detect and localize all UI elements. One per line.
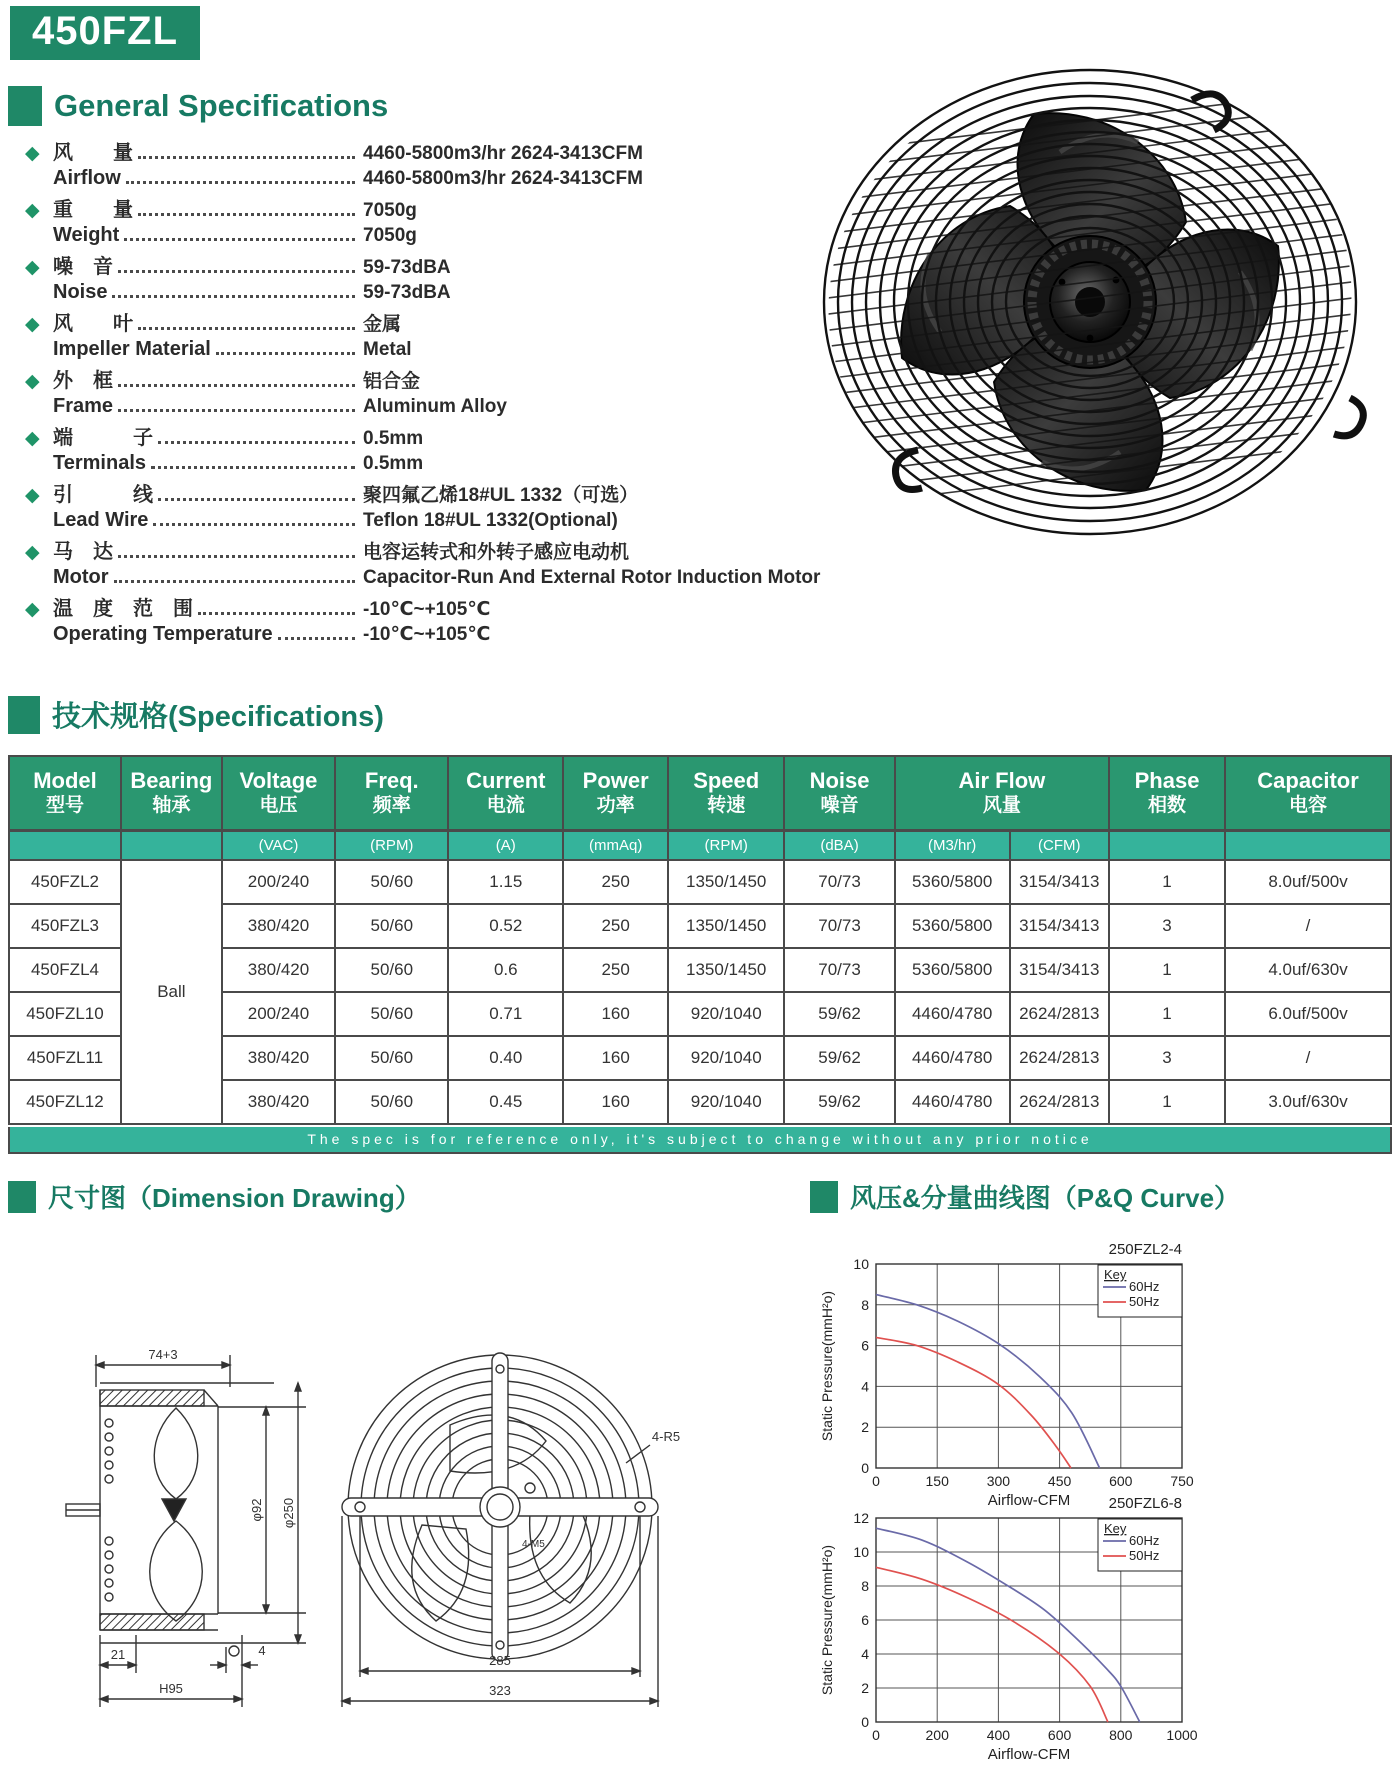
y-axis-label: Static Pressure(mmH²o): [819, 1544, 835, 1696]
cell-value: 59/62: [784, 992, 895, 1036]
cell-value: 3154/3413: [1010, 948, 1110, 992]
pq-chart-250fzl6-8: [818, 1492, 1198, 1769]
spec-row-cn: [25, 539, 775, 564]
table-row: [9, 860, 1391, 904]
cell-model: 450FZL11: [9, 1036, 121, 1080]
cell-value: 3: [1109, 904, 1225, 948]
dotted-leader: [158, 441, 355, 444]
curve-50Hz: [876, 1567, 1108, 1722]
hook-handle: [1334, 398, 1363, 436]
cell-value: 0.40: [448, 1036, 563, 1080]
unit-cell: (RPM): [335, 831, 448, 861]
cell-value: 1: [1109, 992, 1225, 1036]
cell-value: 0.6: [448, 948, 563, 992]
x-tick-label: 750: [1170, 1473, 1194, 1489]
dotted-leader: [153, 523, 355, 526]
spec-row-en: [25, 279, 775, 304]
y-tick-label: 6: [861, 1337, 869, 1354]
cell-value: 250: [563, 860, 668, 904]
y-tick-label: 0: [861, 1714, 869, 1730]
spec-label-cn: 温 度 范 围: [53, 598, 193, 620]
chart-title: 250FZL2-4: [1108, 1241, 1182, 1258]
note-corner-radius: 4-R5: [651, 1429, 681, 1444]
cell-model: 450FZL4: [9, 948, 121, 992]
spec-item: [25, 140, 775, 190]
cell-value: 0.52: [448, 904, 563, 948]
x-tick-label: 0: [872, 1727, 880, 1743]
dim-bar-span: 285: [489, 1653, 511, 1668]
spec-row-cn: [25, 311, 775, 336]
hook-handle: [895, 450, 922, 490]
cell-value: 160: [563, 1036, 668, 1080]
spec-value-en: -10℃~+105℃: [363, 624, 491, 645]
dotted-leader: [112, 295, 355, 298]
dotted-leader: [151, 466, 355, 469]
x-tick-label: 300: [986, 1473, 1011, 1489]
spec-row-en: [25, 450, 775, 475]
x-tick-label: 1000: [1166, 1727, 1198, 1743]
legend-label-60Hz: 60Hz: [1129, 1279, 1160, 1294]
y-tick-label: 8: [861, 1578, 869, 1594]
chart-title: 250FZL6-8: [1108, 1495, 1182, 1512]
spec-item: [25, 482, 775, 532]
legend-title: Key: [1104, 1267, 1127, 1282]
col-current: Current 电流: [448, 756, 563, 831]
pq-curve-heading-text: 风压&分量曲线图（P&Q Curve）: [850, 1183, 1241, 1213]
dim-foot-a: 21: [110, 1647, 126, 1662]
spec-value-cn: 铝合金: [363, 371, 421, 392]
fan-product-photo: [790, 62, 1390, 540]
cell-value: 380/420: [222, 1036, 335, 1080]
cell-value: 4.0uf/630v: [1225, 948, 1391, 992]
cell-value: 5360/5800: [895, 860, 1010, 904]
x-tick-label: 0: [872, 1473, 880, 1489]
curve-60Hz: [876, 1295, 1100, 1468]
dim-outer-dia: φ250: [281, 1497, 296, 1529]
unit-cell: [9, 831, 121, 861]
y-tick-label: 0: [861, 1460, 869, 1476]
spec-value-en: 4460-5800m3/hr 2624-3413CFM: [363, 168, 643, 189]
diamond-spacer: [25, 509, 53, 532]
spec-value-cn: 7050g: [363, 200, 417, 221]
unit-cell: (dBA): [784, 831, 895, 861]
spec-row-en: [25, 507, 775, 532]
x-tick-label: 600: [1109, 1473, 1133, 1489]
dim-top-width: 74+3: [148, 1347, 178, 1362]
dimension-heading: [8, 1178, 421, 1215]
col-power: Power 功率: [563, 756, 668, 831]
unit-cell: (mmAq): [563, 831, 668, 861]
diamond-icon: ◆: [25, 428, 40, 449]
spec-value-cn: 59-73dBA: [363, 257, 451, 278]
cell-value: 50/60: [335, 904, 448, 948]
dotted-leader: [216, 352, 355, 355]
specifications-heading-text: 技术规格(Specifications): [52, 701, 384, 733]
spec-label-en: Frame: [53, 395, 114, 417]
cell-model: 450FZL2: [9, 860, 121, 904]
col-phase: Phase 相数: [1109, 756, 1225, 831]
specifications-table: [8, 755, 1392, 1154]
spec-value-cn: 电容运转式和外转子感应电动机: [363, 542, 630, 563]
cell-value: 160: [563, 992, 668, 1036]
heading-square-icon: [8, 86, 42, 126]
spec-value-cn: -10℃~+105℃: [363, 599, 491, 620]
dotted-leader: [138, 213, 355, 216]
cell-value: 70/73: [784, 948, 895, 992]
diamond-spacer: [25, 338, 53, 361]
y-tick-label: 10: [853, 1544, 869, 1560]
unit-cell: (A): [448, 831, 563, 861]
spec-value-en: Teflon 18#UL 1332(Optional): [363, 510, 618, 531]
cell-value: 59/62: [784, 1080, 895, 1124]
spec-value-cn: 0.5mm: [363, 428, 424, 449]
cell-value: 200/240: [222, 860, 335, 904]
col-voltage: Voltage 电压: [222, 756, 335, 831]
spec-label-en: Lead Wire: [53, 509, 149, 531]
dimension-drawing: [30, 1295, 690, 1725]
pq-curve-svg: [818, 1492, 1198, 1764]
cell-value: 3.0uf/630v: [1225, 1080, 1391, 1124]
curve-50Hz: [876, 1337, 1071, 1468]
cell-value: 70/73: [784, 904, 895, 948]
cell-value: 50/60: [335, 1080, 448, 1124]
diamond-icon: ◆: [25, 542, 40, 563]
spec-row-cn: [25, 197, 775, 222]
x-axis-label: Airflow-CFM: [987, 1746, 1071, 1763]
spec-label-cn: 外 框: [53, 370, 113, 392]
cell-value: 6.0uf/500v: [1225, 992, 1391, 1036]
table-units-row: [9, 831, 1391, 861]
y-tick-label: 10: [853, 1256, 869, 1272]
spec-label-en: Noise: [53, 281, 108, 303]
spec-label-cn: 引 线: [53, 484, 153, 506]
cell-value: 1: [1109, 948, 1225, 992]
cell-bearing: Ball: [121, 860, 222, 1124]
spec-item: [25, 311, 775, 361]
spec-label-en: Terminals: [53, 452, 146, 474]
spec-value-en: Metal: [363, 339, 412, 360]
cell-value: /: [1225, 904, 1391, 948]
diamond-spacer: [25, 623, 53, 646]
spec-label-en: Operating Temperature: [53, 623, 273, 645]
dotted-leader: [138, 156, 355, 159]
cell-value: 920/1040: [668, 1036, 784, 1080]
cell-value: 8.0uf/500v: [1225, 860, 1391, 904]
spec-value-cn: 金属: [363, 314, 402, 335]
x-tick-label: 800: [1109, 1727, 1133, 1743]
spec-label-en: Airflow: [53, 167, 121, 189]
cell-value: 920/1040: [668, 992, 784, 1036]
pq-curve-heading: [810, 1178, 1240, 1215]
cell-value: 70/73: [784, 860, 895, 904]
diamond-icon: ◆: [25, 143, 40, 164]
specifications-heading: [8, 694, 384, 735]
note-hole: 4-M5: [522, 1539, 545, 1550]
legend-label-50Hz: 50Hz: [1129, 1294, 1160, 1309]
x-tick-label: 150: [925, 1473, 949, 1489]
spec-value-en: 59-73dBA: [363, 282, 451, 303]
cell-value: 1: [1109, 1080, 1225, 1124]
cell-value: /: [1225, 1036, 1391, 1080]
cell-model: 450FZL10: [9, 992, 121, 1036]
dotted-leader: [118, 409, 355, 412]
cell-value: 250: [563, 904, 668, 948]
spec-item: [25, 539, 821, 589]
col-noise: Noise 噪音: [784, 756, 895, 831]
spec-row-en: [25, 621, 775, 646]
cell-value: 5360/5800: [895, 904, 1010, 948]
dim-frame-span: 323: [489, 1683, 511, 1698]
spec-row-cn: [25, 368, 775, 393]
dim-foot-b: 4: [258, 1643, 266, 1658]
cell-value: 5360/5800: [895, 948, 1010, 992]
spec-row-en: [25, 564, 821, 589]
spec-item: [25, 596, 775, 646]
spec-item: [25, 254, 775, 304]
cell-model: 450FZL12: [9, 1080, 121, 1124]
dotted-leader: [124, 238, 355, 241]
cell-value: 380/420: [222, 948, 335, 992]
x-tick-label: 450: [1047, 1473, 1072, 1489]
spec-value-en: 7050g: [363, 225, 417, 246]
spec-label-cn: 风 量: [53, 142, 133, 164]
unit-cell: [1109, 831, 1225, 861]
dotted-leader: [278, 637, 355, 640]
col-capacitor: Capacitor 电容: [1225, 756, 1391, 831]
heading-square-icon: [8, 696, 40, 734]
x-axis-label: Airflow-CFM: [987, 1492, 1071, 1509]
col-bearing: Bearing 轴承: [121, 756, 222, 831]
spec-row-en: [25, 165, 775, 190]
y-tick-label: 4: [861, 1378, 869, 1395]
unit-cell: (CFM): [1010, 831, 1110, 861]
dotted-leader: [198, 612, 355, 615]
spec-value-en: Aluminum Alloy: [363, 396, 507, 417]
cell-value: 1: [1109, 860, 1225, 904]
cell-value: 0.71: [448, 992, 563, 1036]
cell-value: 920/1040: [668, 1080, 784, 1124]
y-tick-label: 2: [861, 1419, 869, 1436]
dim-inner-dia: φ92: [249, 1498, 264, 1522]
cell-value: 1350/1450: [668, 860, 784, 904]
spec-label-cn: 端 子: [53, 427, 153, 449]
y-axis-label: Static Pressure(mmH²o): [819, 1290, 835, 1442]
cell-value: 4460/4780: [895, 1080, 1010, 1124]
spec-value-cn: 4460-5800m3/hr 2624-3413CFM: [363, 143, 643, 164]
dotted-leader: [118, 555, 355, 558]
table-footnote: The spec is for reference only, it's subject to change without any prior notice: [8, 1127, 1392, 1154]
spec-label-cn: 噪 音: [53, 256, 113, 278]
cell-value: 0.45: [448, 1080, 563, 1124]
dotted-leader: [126, 181, 355, 184]
cell-value: 59/62: [784, 1036, 895, 1080]
diamond-icon: ◆: [25, 257, 40, 278]
cell-model: 450FZL3: [9, 904, 121, 948]
spec-label-en: Motor: [53, 566, 109, 588]
spec-label-cn: 重 量: [53, 199, 133, 221]
diamond-spacer: [25, 566, 53, 589]
spec-row-cn: [25, 254, 775, 279]
dotted-leader: [138, 327, 355, 330]
y-tick-label: 2: [861, 1680, 869, 1696]
cell-value: 1350/1450: [668, 904, 784, 948]
cell-value: 2624/2813: [1010, 1080, 1110, 1124]
diamond-spacer: [25, 452, 53, 475]
cell-value: 1.15: [448, 860, 563, 904]
diamond-icon: ◆: [25, 599, 40, 620]
col-freq: Freq. 频率: [335, 756, 448, 831]
diamond-spacer: [25, 167, 53, 190]
pq-curve-svg: [818, 1238, 1198, 1510]
spec-value-en: 0.5mm: [363, 453, 424, 474]
unit-cell: [121, 831, 222, 861]
legend-label-50Hz: 50Hz: [1129, 1548, 1160, 1563]
spec-label-en: Impeller Material: [53, 338, 211, 360]
model-title: 450FZL: [10, 6, 200, 60]
cell-value: 3154/3413: [1010, 904, 1110, 948]
spec-row-cn: [25, 425, 775, 450]
dimension-heading-text: 尺寸图（Dimension Drawing）: [48, 1183, 421, 1213]
cell-value: 3154/3413: [1010, 860, 1110, 904]
col-speed: Speed 转速: [668, 756, 784, 831]
cell-value: 50/60: [335, 1036, 448, 1080]
spec-value-en: Capacitor-Run And External Rotor Induction Motor: [363, 567, 821, 588]
y-tick-label: 6: [861, 1612, 869, 1628]
pq-chart-250fzl2-4: [818, 1238, 1198, 1515]
cell-value: 380/420: [222, 904, 335, 948]
spec-row-cn: [25, 140, 775, 165]
col-airflow: Air Flow 风量: [895, 756, 1109, 831]
cell-value: 4460/4780: [895, 1036, 1010, 1080]
spec-item: [25, 368, 775, 418]
general-specs-heading: [8, 86, 388, 126]
diamond-icon: ◆: [25, 314, 40, 335]
diamond-spacer: [25, 281, 53, 304]
cell-value: 3: [1109, 1036, 1225, 1080]
col-model: Model 型号: [9, 756, 121, 831]
spec-item: [25, 425, 775, 475]
general-specs-list: [25, 140, 821, 653]
cell-value: 1350/1450: [668, 948, 784, 992]
cell-value: 50/60: [335, 948, 448, 992]
spec-value-cn: 聚四氟乙烯18#UL 1332（可选）: [363, 485, 639, 506]
cell-value: 2624/2813: [1010, 992, 1110, 1036]
diamond-icon: ◆: [25, 485, 40, 506]
spec-item: [25, 197, 775, 247]
unit-cell: (RPM): [668, 831, 784, 861]
diamond-icon: ◆: [25, 371, 40, 392]
spec-label-cn: 风 叶: [53, 313, 133, 335]
unit-cell: [1225, 831, 1391, 861]
y-tick-label: 12: [853, 1510, 869, 1526]
table-header-row: [9, 756, 1391, 831]
spec-row-en: [25, 393, 775, 418]
unit-cell: (VAC): [222, 831, 335, 861]
cell-value: 160: [563, 1080, 668, 1124]
unit-cell: (M3/hr): [895, 831, 1010, 861]
cell-value: 4460/4780: [895, 992, 1010, 1036]
y-tick-label: 8: [861, 1296, 869, 1313]
dim-foot-total: H95: [159, 1681, 183, 1696]
heading-square-icon: [8, 1181, 36, 1213]
dotted-leader: [118, 270, 355, 273]
legend-title: Key: [1104, 1521, 1127, 1536]
diamond-spacer: [25, 395, 53, 418]
spec-row-cn: [25, 596, 775, 621]
x-tick-label: 600: [1047, 1727, 1072, 1743]
cell-value: 380/420: [222, 1080, 335, 1124]
x-tick-label: 400: [986, 1727, 1011, 1743]
cell-value: 50/60: [335, 992, 448, 1036]
dotted-leader: [114, 580, 355, 583]
diamond-icon: ◆: [25, 200, 40, 221]
spec-label-cn: 马 达: [53, 541, 113, 563]
general-specs-heading-text: General Specifications: [54, 88, 389, 123]
dotted-leader: [118, 384, 355, 387]
spec-row-en: [25, 222, 775, 247]
cell-value: 50/60: [335, 860, 448, 904]
diamond-spacer: [25, 224, 53, 247]
heading-square-icon: [810, 1181, 838, 1213]
cell-value: 2624/2813: [1010, 1036, 1110, 1080]
spec-row-cn: [25, 482, 775, 507]
cell-value: 250: [563, 948, 668, 992]
legend-label-60Hz: 60Hz: [1129, 1533, 1160, 1548]
dotted-leader: [158, 498, 355, 501]
spec-row-en: [25, 336, 775, 361]
cell-value: 200/240: [222, 992, 335, 1036]
x-tick-label: 200: [925, 1727, 949, 1743]
y-tick-label: 4: [861, 1646, 869, 1662]
spec-label-en: Weight: [53, 224, 120, 246]
